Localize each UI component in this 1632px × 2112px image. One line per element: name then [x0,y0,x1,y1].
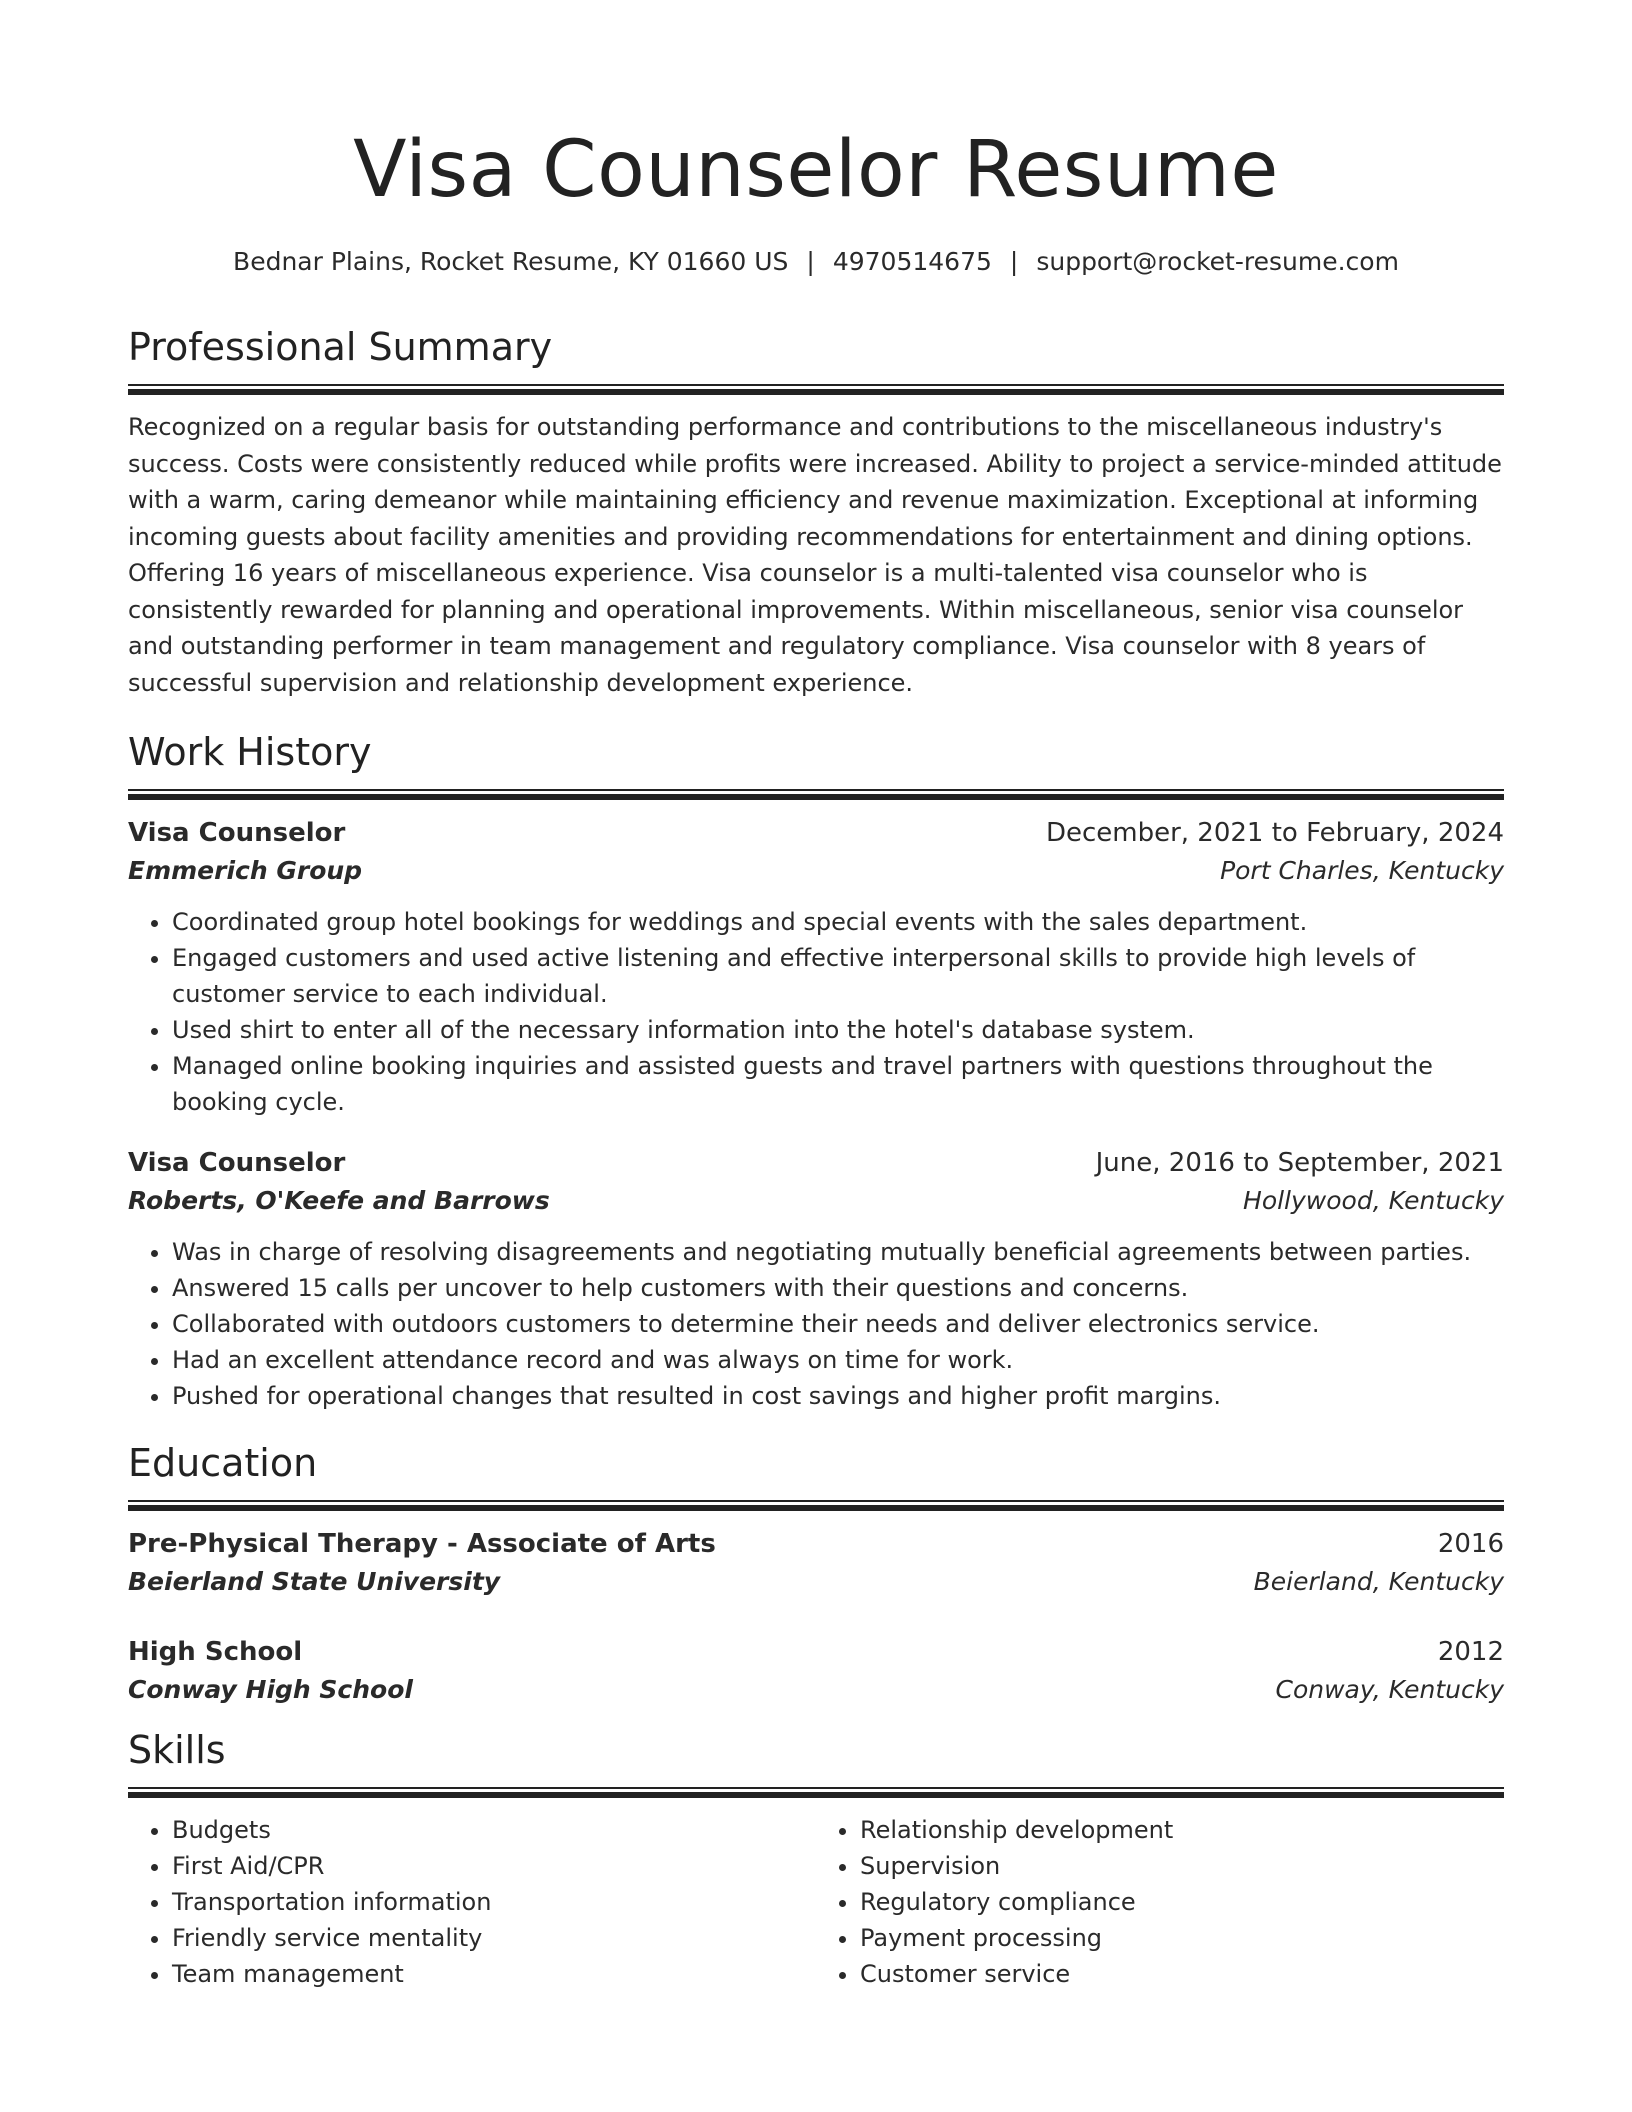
skill-item: • Friendly service mentality [172,1920,816,1956]
section-title-work-history: Work History [128,730,372,774]
contact-separator: | [1009,247,1019,276]
job-bullet: • Pushed for operational changes that resulted in cost savings and higher profit margins. [172,1378,1504,1414]
job-employer-row [128,1182,1504,1220]
job-entry [128,1144,1504,1414]
job-bullet: • Coordinated group hotel bookings for weddings and special events with the sales department. [172,904,1504,940]
education-entry [128,1633,1504,1709]
job-employer-row [128,852,1504,890]
education-degree: Pre-Physical Therapy - Associate of Arts [128,1529,716,1559]
contact-email: support@rocket-resume.com [1036,247,1399,276]
skills-list-right [816,1812,1504,1992]
skill-item: • Relationship development [860,1812,1504,1848]
work-history-section [128,727,1504,1414]
education-header-row [128,1525,1504,1563]
education-header-row [128,1633,1504,1671]
job-title: Visa Counselor [128,818,346,848]
job-bullet: • Was in charge of resolving disagreements and negotiating mutually beneficial agreements between parties. [172,1234,1504,1270]
summary-section [128,322,1504,701]
skill-item: • Payment processing [860,1920,1504,1956]
job-bullet: • Answered 15 calls per uncover to help customers with their questions and concerns. [172,1270,1504,1306]
job-employer: Roberts, O'Keefe and Barrows [128,1186,550,1215]
education-school: Beierland State University [128,1567,501,1596]
skill-item: • Regulatory compliance [860,1884,1504,1920]
skills-columns [128,1812,1504,1992]
job-bullets [128,904,1504,1120]
section-divider [128,1500,1504,1511]
job-header-row [128,814,1504,852]
section-divider [128,1787,1504,1798]
education-location: Beierland, Kentucky [1253,1567,1504,1596]
contact-phone: 4970514675 [832,247,992,276]
skill-item: • Transportation information [172,1884,816,1920]
skills-section [128,1725,1504,1992]
contact-line [128,244,1504,280]
job-location: Port Charles, Kentucky [1220,856,1504,885]
job-dates: December, 2021 to February, 2024 [1045,818,1504,848]
education-section [128,1438,1504,1709]
section-title-skills: Skills [128,1728,226,1772]
job-bullet: • Engaged customers and used active listening and effective interpersonal skills to provide high levels of customer service to each individual. [172,940,1504,1012]
education-year: 2016 [1437,1529,1504,1559]
skills-list-left [128,1812,816,1992]
job-entry [128,814,1504,1120]
contact-separator: | [806,247,815,276]
skill-item: • First Aid/CPR [172,1848,816,1884]
education-location: Conway, Kentucky [1275,1675,1504,1704]
skill-item: • Team management [172,1956,816,1992]
contact-address: Bednar Plains, Rocket Resume, KY 01660 US [233,247,789,276]
summary-text: Recognized on a regular basis for outstanding performance and contributions to the miscellaneous industry's success. Costs were consistently reduced while profits were increased. Ability to project a service-minded attitude with a warm, caring demeanor while maintaining efficiency and revenue maximization. Exceptional at informing incoming guests about facility amenities and providing recommendations for entertainment and dining options. Offering 16 years of miscellaneous experience. Visa counselor is a multi-talented visa counselor who is consistently rewarded for planning and operational improvements. Within miscellaneous, senior visa counselor and outstanding performer in team management and regulatory compliance. Visa counselor with 8 years of successful supervision and relationship development experience. [128,413,1502,697]
education-school: Conway High School [128,1675,413,1704]
section-title-summary: Professional Summary [128,325,553,369]
job-bullet: • Collaborated with outdoors customers to determine their needs and deliver electronics service. [172,1306,1504,1342]
job-bullet: • Had an excellent attendance record and was always on time for work. [172,1342,1504,1378]
job-title: Visa Counselor [128,1148,346,1178]
section-divider [128,384,1504,395]
job-bullets [128,1234,1504,1414]
job-bullet: • Managed online booking inquiries and assisted guests and travel partners with questions throughout the booking cycle. [172,1048,1504,1120]
education-year: 2012 [1437,1637,1504,1667]
section-divider [128,789,1504,800]
skill-item: • Budgets [172,1812,816,1848]
education-school-row [128,1563,1504,1601]
job-location: Hollywood, Kentucky [1243,1186,1504,1215]
skill-item: • Supervision [860,1848,1504,1884]
job-header-row [128,1144,1504,1182]
resume-title: Visa Counselor Resume [353,125,1279,215]
job-employer: Emmerich Group [128,856,363,885]
education-school-row [128,1671,1504,1709]
section-title-education: Education [128,1441,318,1485]
skill-item: • Customer service [860,1956,1504,1992]
education-degree: High School [128,1637,303,1667]
job-bullet: • Used shirt to enter all of the necessary information into the hotel's database system. [172,1012,1504,1048]
job-dates: June, 2016 to September, 2021 [1095,1148,1504,1178]
education-entry [128,1525,1504,1601]
